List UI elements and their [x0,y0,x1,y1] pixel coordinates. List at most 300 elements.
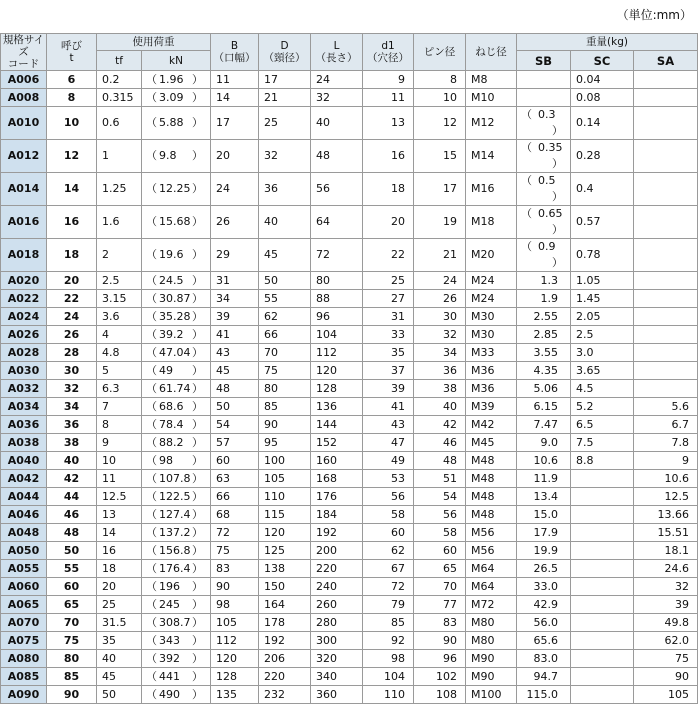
cell-code: A014 [1,173,47,206]
cell-b: 120 [211,650,259,668]
spec-table-body [1,71,698,704]
cell-b: 43 [211,344,259,362]
cell-tf: 10 [97,452,142,470]
cell-yobi: 26 [47,326,97,344]
cell-sb: 19.9 [517,542,571,560]
header-load: 使用荷重 [97,34,211,51]
cell-sb: 26.5 [517,560,571,578]
cell-kn: （ 98 ） [142,452,211,470]
cell-b: 41 [211,326,259,344]
cell-code: A022 [1,290,47,308]
cell-pin: 17 [414,173,466,206]
cell-sc [571,506,634,524]
cell-yobi: 14 [47,173,97,206]
cell-b: 39 [211,308,259,326]
cell-sc: 7.5 [571,434,634,452]
cell-yobi: 85 [47,668,97,686]
cell-yobi: 34 [47,398,97,416]
cell-yobi: 6 [47,71,97,89]
cell-code: A032 [1,380,47,398]
cell-code: A038 [1,434,47,452]
cell-d1: 67 [363,560,414,578]
cell-yobi: 24 [47,308,97,326]
table-row [1,272,698,290]
cell-d1: 27 [363,290,414,308]
table-row [1,326,698,344]
cell-d: 55 [259,290,311,308]
cell-d1: 33 [363,326,414,344]
cell-thread: M24 [466,290,517,308]
cell-l: 40 [311,107,363,140]
header-l: L （長さ） [311,34,363,71]
cell-d: 85 [259,398,311,416]
cell-sb: 42.9 [517,596,571,614]
cell-kn: （ 61.74 ） [142,380,211,398]
cell-thread: M48 [466,506,517,524]
cell-thread: M33 [466,344,517,362]
table-row [1,107,698,140]
cell-l: 280 [311,614,363,632]
cell-b: 54 [211,416,259,434]
cell-code: A040 [1,452,47,470]
cell-yobi: 44 [47,488,97,506]
cell-d: 192 [259,632,311,650]
table-row [1,71,698,89]
cell-tf: 9 [97,434,142,452]
table-row [1,344,698,362]
cell-sc: 0.57 [571,206,634,239]
cell-l: 360 [311,686,363,704]
cell-tf: 50 [97,686,142,704]
cell-sb: （ 0.3 ） [517,107,571,140]
cell-tf: 16 [97,542,142,560]
cell-pin: 48 [414,452,466,470]
table-row [1,308,698,326]
cell-sa [634,71,698,89]
cell-l: 192 [311,524,363,542]
cell-tf: 25 [97,596,142,614]
cell-b: 24 [211,173,259,206]
cell-sc: 0.04 [571,71,634,89]
cell-yobi: 30 [47,362,97,380]
table-row [1,206,698,239]
cell-kn: （ 107.8 ） [142,470,211,488]
cell-sb: 9.0 [517,434,571,452]
cell-yobi: 28 [47,344,97,362]
cell-tf: 13 [97,506,142,524]
cell-sc: 0.28 [571,140,634,173]
cell-pin: 32 [414,326,466,344]
cell-sa: 10.6 [634,470,698,488]
cell-sa [634,344,698,362]
cell-thread: M90 [466,668,517,686]
cell-d: 50 [259,272,311,290]
cell-l: 320 [311,650,363,668]
cell-thread: M64 [466,560,517,578]
cell-b: 75 [211,542,259,560]
table-row [1,506,698,524]
cell-d: 66 [259,326,311,344]
cell-kn: （ 9.8 ） [142,140,211,173]
cell-sb: （ 0.9 ） [517,239,571,272]
cell-d: 232 [259,686,311,704]
cell-l: 112 [311,344,363,362]
cell-sa [634,362,698,380]
cell-kn: （ 3.09 ） [142,89,211,107]
cell-d1: 22 [363,239,414,272]
cell-b: 20 [211,140,259,173]
cell-kn: （ 88.2 ） [142,434,211,452]
cell-l: 128 [311,380,363,398]
cell-b: 83 [211,560,259,578]
cell-thread: M48 [466,488,517,506]
cell-code: A075 [1,632,47,650]
cell-sa [634,140,698,173]
table-row [1,560,698,578]
cell-sa: 75 [634,650,698,668]
cell-code: A018 [1,239,47,272]
cell-sb: （ 0.35 ） [517,140,571,173]
cell-l: 220 [311,560,363,578]
cell-yobi: 46 [47,506,97,524]
cell-thread: M90 [466,650,517,668]
cell-d: 105 [259,470,311,488]
cell-d: 110 [259,488,311,506]
cell-pin: 24 [414,272,466,290]
cell-thread: M36 [466,362,517,380]
cell-sc [571,614,634,632]
cell-tf: 8 [97,416,142,434]
cell-pin: 58 [414,524,466,542]
cell-pin: 51 [414,470,466,488]
cell-sc: 4.5 [571,380,634,398]
cell-tf: 11 [97,470,142,488]
cell-yobi: 90 [47,686,97,704]
header-d: D （頸径） [259,34,311,71]
cell-tf: 18 [97,560,142,578]
cell-tf: 20 [97,578,142,596]
cell-sb: 11.9 [517,470,571,488]
spec-table [0,33,698,704]
table-row [1,416,698,434]
cell-pin: 77 [414,596,466,614]
cell-yobi: 8 [47,89,97,107]
cell-kn: （ 156.8 ） [142,542,211,560]
cell-d1: 49 [363,452,414,470]
cell-b: 11 [211,71,259,89]
cell-pin: 108 [414,686,466,704]
cell-b: 26 [211,206,259,239]
cell-b: 14 [211,89,259,107]
cell-kn: （ 35.28 ） [142,308,211,326]
cell-thread: M10 [466,89,517,107]
cell-yobi: 75 [47,632,97,650]
header-tf: tf [97,51,142,71]
table-row [1,434,698,452]
cell-sb: 17.9 [517,524,571,542]
header-sc: SC [571,51,634,71]
cell-sb: 2.85 [517,326,571,344]
table-row [1,398,698,416]
cell-code: A006 [1,71,47,89]
cell-yobi: 65 [47,596,97,614]
cell-pin: 90 [414,632,466,650]
cell-d: 164 [259,596,311,614]
cell-d1: 11 [363,89,414,107]
cell-tf: 0.6 [97,107,142,140]
cell-thread: M24 [466,272,517,290]
cell-b: 68 [211,506,259,524]
table-row [1,668,698,686]
cell-sa [634,380,698,398]
cell-kn: （ 1.96 ） [142,71,211,89]
cell-l: 96 [311,308,363,326]
cell-sc: 2.05 [571,308,634,326]
cell-sa: 15.51 [634,524,698,542]
cell-code: A024 [1,308,47,326]
cell-sb: 1.9 [517,290,571,308]
cell-d1: 35 [363,344,414,362]
cell-b: 105 [211,614,259,632]
cell-sa: 9 [634,452,698,470]
cell-d1: 47 [363,434,414,452]
cell-l: 136 [311,398,363,416]
cell-yobi: 18 [47,239,97,272]
cell-code: A046 [1,506,47,524]
cell-b: 128 [211,668,259,686]
cell-sc: 8.8 [571,452,634,470]
header-sb: SB [517,51,571,71]
cell-tf: 3.6 [97,308,142,326]
cell-code: A044 [1,488,47,506]
cell-sa [634,173,698,206]
cell-tf: 0.2 [97,71,142,89]
cell-thread: M48 [466,452,517,470]
cell-d: 36 [259,173,311,206]
cell-sb: 10.6 [517,452,571,470]
cell-kn: （ 308.7 ） [142,614,211,632]
cell-pin: 26 [414,290,466,308]
cell-kn: （ 127.4 ） [142,506,211,524]
cell-d1: 37 [363,362,414,380]
table-row [1,614,698,632]
cell-thread: M20 [466,239,517,272]
cell-code: A070 [1,614,47,632]
cell-d1: 41 [363,398,414,416]
table-row [1,452,698,470]
cell-d: 40 [259,206,311,239]
cell-code: A080 [1,650,47,668]
cell-pin: 42 [414,416,466,434]
cell-thread: M18 [466,206,517,239]
cell-thread: M80 [466,614,517,632]
cell-code: A026 [1,326,47,344]
cell-sc [571,686,634,704]
cell-sa: 24.6 [634,560,698,578]
cell-sb: 83.0 [517,650,571,668]
cell-d1: 92 [363,632,414,650]
cell-code: A050 [1,542,47,560]
cell-kn: （ 39.2 ） [142,326,211,344]
cell-d1: 110 [363,686,414,704]
cell-sc: 0.4 [571,173,634,206]
cell-d: 62 [259,308,311,326]
cell-l: 176 [311,488,363,506]
cell-yobi: 22 [47,290,97,308]
cell-code: A010 [1,107,47,140]
cell-sb: （ 0.65 ） [517,206,571,239]
cell-b: 72 [211,524,259,542]
cell-tf: 3.15 [97,290,142,308]
cell-tf: 4.8 [97,344,142,362]
cell-d: 25 [259,107,311,140]
cell-d: 150 [259,578,311,596]
cell-yobi: 70 [47,614,97,632]
cell-d1: 98 [363,650,414,668]
cell-kn: （ 5.88 ） [142,107,211,140]
cell-b: 50 [211,398,259,416]
cell-sb: 13.4 [517,488,571,506]
cell-sb: 33.0 [517,578,571,596]
cell-l: 120 [311,362,363,380]
cell-pin: 56 [414,506,466,524]
cell-kn: （ 176.4 ） [142,560,211,578]
cell-yobi: 16 [47,206,97,239]
header-pin: ピン径 [414,34,466,71]
header-code: 規格サイズ コード [1,34,47,71]
cell-d: 80 [259,380,311,398]
cell-sc [571,578,634,596]
cell-sa: 5.6 [634,398,698,416]
cell-sc [571,542,634,560]
cell-b: 66 [211,488,259,506]
cell-code: A036 [1,416,47,434]
cell-pin: 30 [414,308,466,326]
cell-l: 184 [311,506,363,524]
table-row [1,239,698,272]
cell-d1: 60 [363,524,414,542]
cell-d1: 9 [363,71,414,89]
cell-kn: （ 12.25 ） [142,173,211,206]
cell-d1: 104 [363,668,414,686]
header-b: B （口幅） [211,34,259,71]
header-thread: ねじ径 [466,34,517,71]
cell-d: 32 [259,140,311,173]
cell-code: A008 [1,89,47,107]
cell-thread: M100 [466,686,517,704]
cell-kn: （ 15.68 ） [142,206,211,239]
table-row [1,173,698,206]
cell-b: 135 [211,686,259,704]
cell-sc: 6.5 [571,416,634,434]
cell-code: A030 [1,362,47,380]
table-row [1,470,698,488]
table-row [1,650,698,668]
cell-yobi: 55 [47,560,97,578]
header-yobi: 呼び t [47,34,97,71]
cell-pin: 96 [414,650,466,668]
cell-tf: 7 [97,398,142,416]
cell-sb: 6.15 [517,398,571,416]
cell-d1: 43 [363,416,414,434]
cell-yobi: 38 [47,434,97,452]
cell-sb: 2.55 [517,308,571,326]
cell-kn: （ 30.87 ） [142,290,211,308]
cell-d: 120 [259,524,311,542]
cell-d1: 56 [363,488,414,506]
cell-kn: （ 122.5 ） [142,488,211,506]
cell-thread: M36 [466,380,517,398]
cell-sa: 7.8 [634,434,698,452]
cell-l: 64 [311,206,363,239]
cell-kn: （ 24.5 ） [142,272,211,290]
cell-thread: M30 [466,326,517,344]
table-row [1,380,698,398]
cell-pin: 36 [414,362,466,380]
cell-b: 90 [211,578,259,596]
cell-sc [571,488,634,506]
cell-l: 24 [311,71,363,89]
cell-sc [571,596,634,614]
cell-d1: 25 [363,272,414,290]
cell-yobi: 50 [47,542,97,560]
cell-l: 48 [311,140,363,173]
cell-pin: 38 [414,380,466,398]
cell-b: 98 [211,596,259,614]
cell-sb: 1.3 [517,272,571,290]
cell-kn: （ 19.6 ） [142,239,211,272]
cell-code: A060 [1,578,47,596]
cell-yobi: 40 [47,452,97,470]
cell-b: 31 [211,272,259,290]
cell-code: A048 [1,524,47,542]
cell-kn: （ 68.6 ） [142,398,211,416]
cell-yobi: 12 [47,140,97,173]
cell-d: 138 [259,560,311,578]
cell-l: 104 [311,326,363,344]
cell-sb: 5.06 [517,380,571,398]
cell-thread: M16 [466,173,517,206]
cell-tf: 5 [97,362,142,380]
cell-tf: 40 [97,650,142,668]
cell-code: A055 [1,560,47,578]
cell-yobi: 32 [47,380,97,398]
cell-d1: 53 [363,470,414,488]
unit-note: （単位:mm） [616,8,692,22]
cell-kn: （ 245 ） [142,596,211,614]
cell-thread: M30 [466,308,517,326]
cell-code: A042 [1,470,47,488]
cell-l: 200 [311,542,363,560]
cell-sc [571,668,634,686]
cell-l: 88 [311,290,363,308]
cell-thread: M45 [466,434,517,452]
cell-sa [634,272,698,290]
cell-tf: 31.5 [97,614,142,632]
cell-l: 160 [311,452,363,470]
cell-kn: （ 490 ） [142,686,211,704]
cell-sc: 1.45 [571,290,634,308]
cell-thread: M48 [466,470,517,488]
cell-sa: 6.7 [634,416,698,434]
cell-l: 240 [311,578,363,596]
cell-tf: 6.3 [97,380,142,398]
cell-sa [634,308,698,326]
cell-thread: M56 [466,524,517,542]
cell-sb [517,89,571,107]
cell-sa: 62.0 [634,632,698,650]
cell-l: 80 [311,272,363,290]
